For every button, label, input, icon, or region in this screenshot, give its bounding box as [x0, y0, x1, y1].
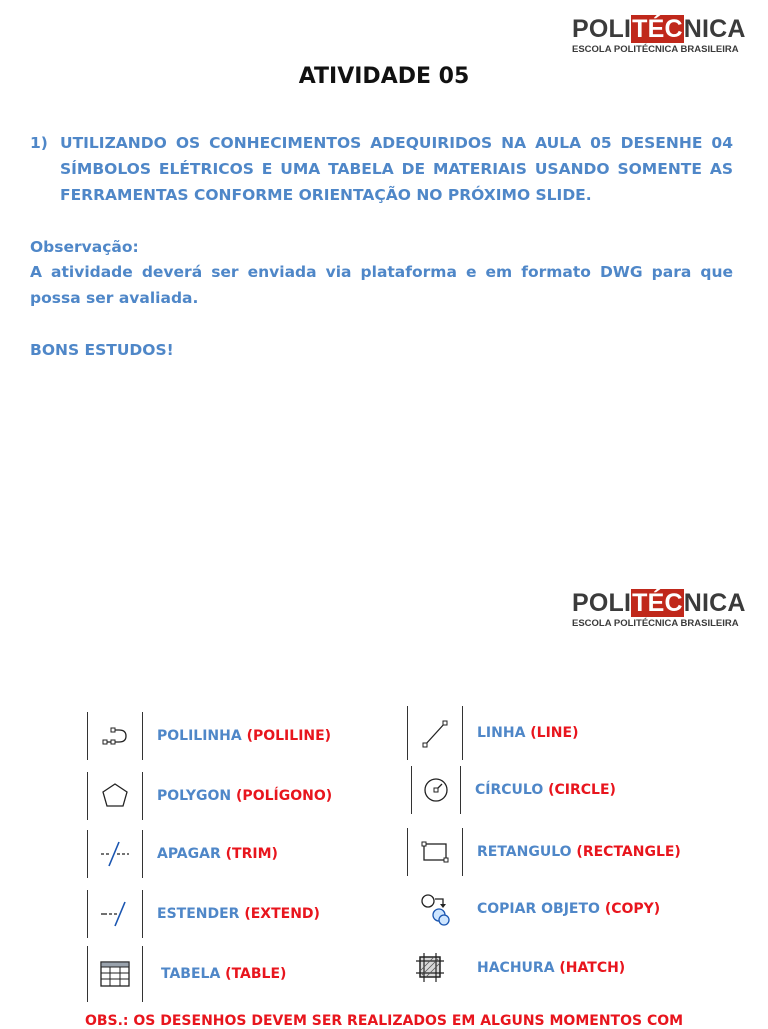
tool-label: POLILINHA (POLILINE) — [157, 728, 332, 744]
circle-icon — [411, 766, 461, 814]
tool-label: APAGAR (TRIM) — [157, 846, 278, 862]
school-logo — [572, 588, 748, 630]
extend-icon — [87, 890, 143, 938]
tool-row-circle — [411, 766, 616, 814]
tool-row-polyline — [87, 712, 331, 760]
tool-label: COPIAR OBJETO (COPY) — [477, 901, 661, 917]
tool-row-rectangle — [407, 828, 681, 876]
tool-label: ESTENDER (EXTEND) — [157, 906, 320, 922]
observation-label: Observação: — [30, 238, 139, 256]
tool-label: TABELA (TABLE) — [161, 966, 287, 982]
logo-wordmark: POLITÉCNICA — [572, 589, 746, 617]
logo-wordmark: POLITÉCNICA — [572, 15, 746, 43]
tool-label: POLYGON (POLÍGONO) — [157, 788, 333, 804]
closing-text: BONS ESTUDOS! — [30, 341, 174, 359]
tool-row-hatch — [397, 940, 625, 996]
polygon-icon — [87, 772, 143, 820]
logo-subtitle: ESCOLA POLITÉCNICA BRASILEIRA — [572, 44, 739, 55]
tool-row-line — [407, 706, 579, 760]
line-icon — [407, 706, 463, 760]
copy-icon — [407, 883, 463, 935]
tool-label: LINHA (LINE) — [477, 725, 579, 741]
instruction-item-1 — [30, 130, 733, 208]
slide-2 — [0, 576, 768, 1029]
tool-row-extend — [87, 890, 320, 938]
trim-icon — [87, 830, 143, 878]
table-icon — [87, 946, 143, 1002]
polyline-icon — [87, 712, 143, 760]
tool-label: CÍRCULO (CIRCLE) — [475, 782, 616, 798]
logo-subtitle: ESCOLA POLITÉCNICA BRASILEIRA — [572, 618, 739, 629]
hatch-icon — [397, 940, 463, 996]
item-number: 1) — [30, 134, 48, 152]
page-title: ATIVIDADE 05 — [298, 64, 470, 89]
tool-row-polygon — [87, 772, 332, 820]
item-text: UTILIZANDO OS CONHECIMENTOS ADEQUIRIDOS NA AULA 05 DESENHE 04 SÍMBOLOS ELÉTRICOS E UMA TABELA DE MATERIAIS USANDO SOMENTE AS FERRAMENTAS CONFORME ORIENTAÇÃO NO PRÓXIMO SLIDE. — [60, 134, 733, 204]
observation-text: A atividade deverá ser enviada via plataforma e em formato DWG para que possa ser avaliada. — [30, 263, 733, 307]
bottom-note: OBS.: OS DESENHOS DEVEM SER REALIZADOS EM ALGUNS MOMENTOS COM — [84, 1013, 684, 1029]
rectangle-icon — [407, 828, 463, 876]
tool-row-table — [87, 946, 286, 1002]
school-logo — [572, 14, 748, 56]
tool-label: RETANGULO (RECTANGLE) — [477, 844, 681, 860]
tool-row-copy — [407, 883, 660, 935]
tool-row-trim — [87, 830, 278, 878]
tool-label: HACHURA (HATCH) — [477, 960, 626, 976]
